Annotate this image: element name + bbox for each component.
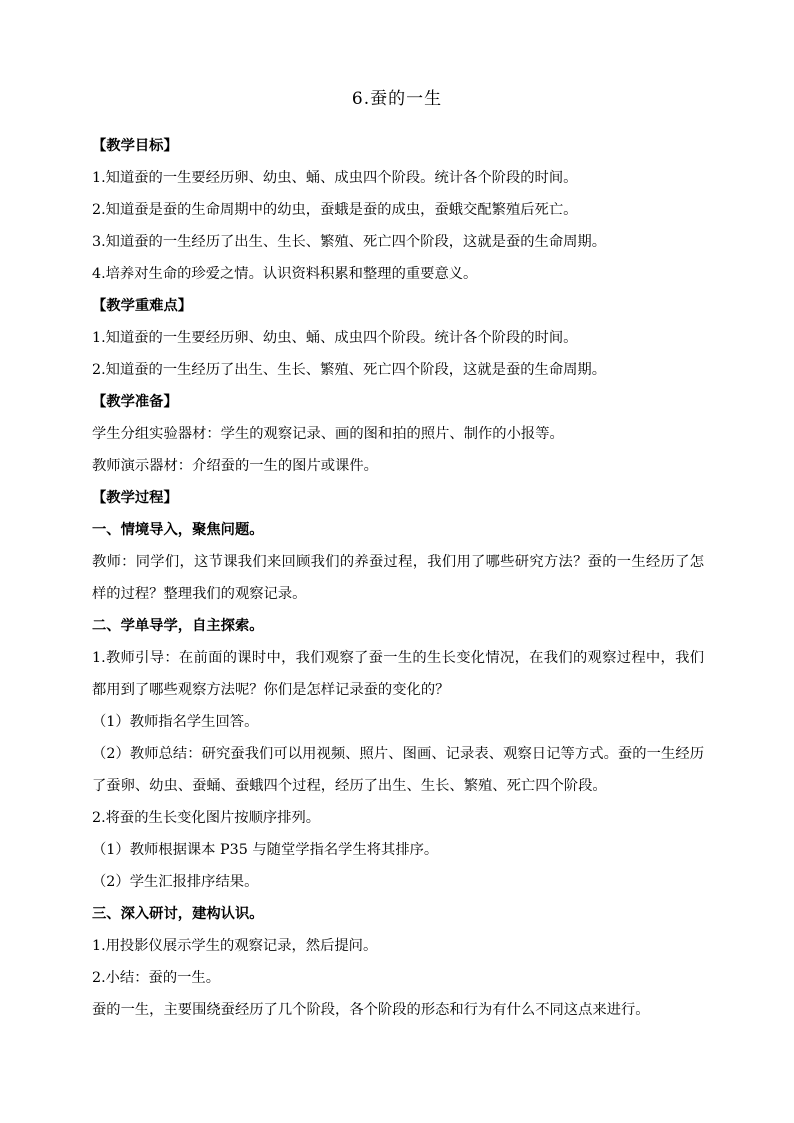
objective-item: 2.知道蚕是蚕的生命周期中的幼虫，蚕蛾是蚕的成虫，蚕蛾交配繁殖后死亡。: [92, 202, 578, 218]
step2-paragraph: 2.将蚕的生长变化图片按顺序排列。: [92, 810, 321, 826]
step3-paragraph: 蚕的一生，主要围绕蚕经历了几个阶段，各个阶段的形态和行为有什么不同这点来进行。: [92, 1002, 650, 1018]
prep-item: 教师演示器材：介绍蚕的一生的图片或课件。: [92, 458, 378, 474]
step2-paragraph: （2）教师总结：研究蚕我们可以用视频、照片、图画、记录表、观察日记等方式。蚕的一生经历了蚕卵、幼虫、蚕蛹、蚕蛾四个过程，经历了出生、生长、繁殖、死亡四个阶段。: [92, 746, 704, 794]
objectives-heading: 【教学目标】: [92, 138, 178, 154]
step2-paragraph: （2）学生汇报排序结果。: [92, 874, 259, 890]
step1-text: 教师：同学们，这节课我们来回顾我们的养蚕过程，我们用了哪些研究方法？蚕的一生经历了怎样的过程？整理我们的观察记录。: [92, 554, 704, 602]
step3-paragraph: 2.小结：蚕的一生。: [92, 970, 221, 986]
key-point-item: 1.知道蚕的一生要经历卵、幼虫、蛹、成虫四个阶段。统计各个阶段的时间。: [92, 330, 578, 346]
objective-item: 1.知道蚕的一生要经历卵、幼虫、蛹、成虫四个阶段。统计各个阶段的时间。: [92, 170, 578, 186]
step3-heading: 三、深入研讨，建构认识。: [92, 906, 264, 922]
page-title: 6.蚕的一生: [351, 89, 443, 109]
step3-paragraph: 1.用投影仪展示学生的观察记录，然后提问。: [92, 938, 378, 954]
prep-item: 学生分组实验器材：学生的观察记录、画的图和拍的照片、制作的小报等。: [92, 426, 564, 442]
objective-item: 4.培养对生命的珍爱之情。认识资料积累和整理的重要意义。: [92, 266, 478, 282]
step2-heading: 二、学单导学，自主探索。: [92, 618, 264, 634]
document-body: [92, 130, 704, 1026]
step2-paragraph: 1.教师引导：在前面的课时中，我们观察了蚕一生的生长变化情况，在我们的观察过程中，我们都用到了哪些观察方法呢？你们是怎样记录蚕的变化的？: [92, 650, 704, 698]
step2-paragraph: （1）教师根据课本 P35 与随堂学指名学生将其排序。: [92, 842, 439, 858]
key-point-item: 2.知道蚕的一生经历了出生、生长、繁殖、死亡四个阶段，这就是蚕的生命周期。: [92, 362, 607, 378]
key-points-heading: 【教学重难点】: [92, 298, 193, 314]
process-heading: 【教学过程】: [92, 490, 178, 506]
objective-item: 3.知道蚕的一生经历了出生、生长、繁殖、死亡四个阶段，这就是蚕的生命周期。: [92, 234, 607, 250]
step1-heading: 一、情境导入，聚焦问题。: [92, 522, 264, 538]
step2-paragraph: （1）教师指名学生回答。: [92, 714, 259, 730]
prep-heading: 【教学准备】: [92, 394, 178, 410]
